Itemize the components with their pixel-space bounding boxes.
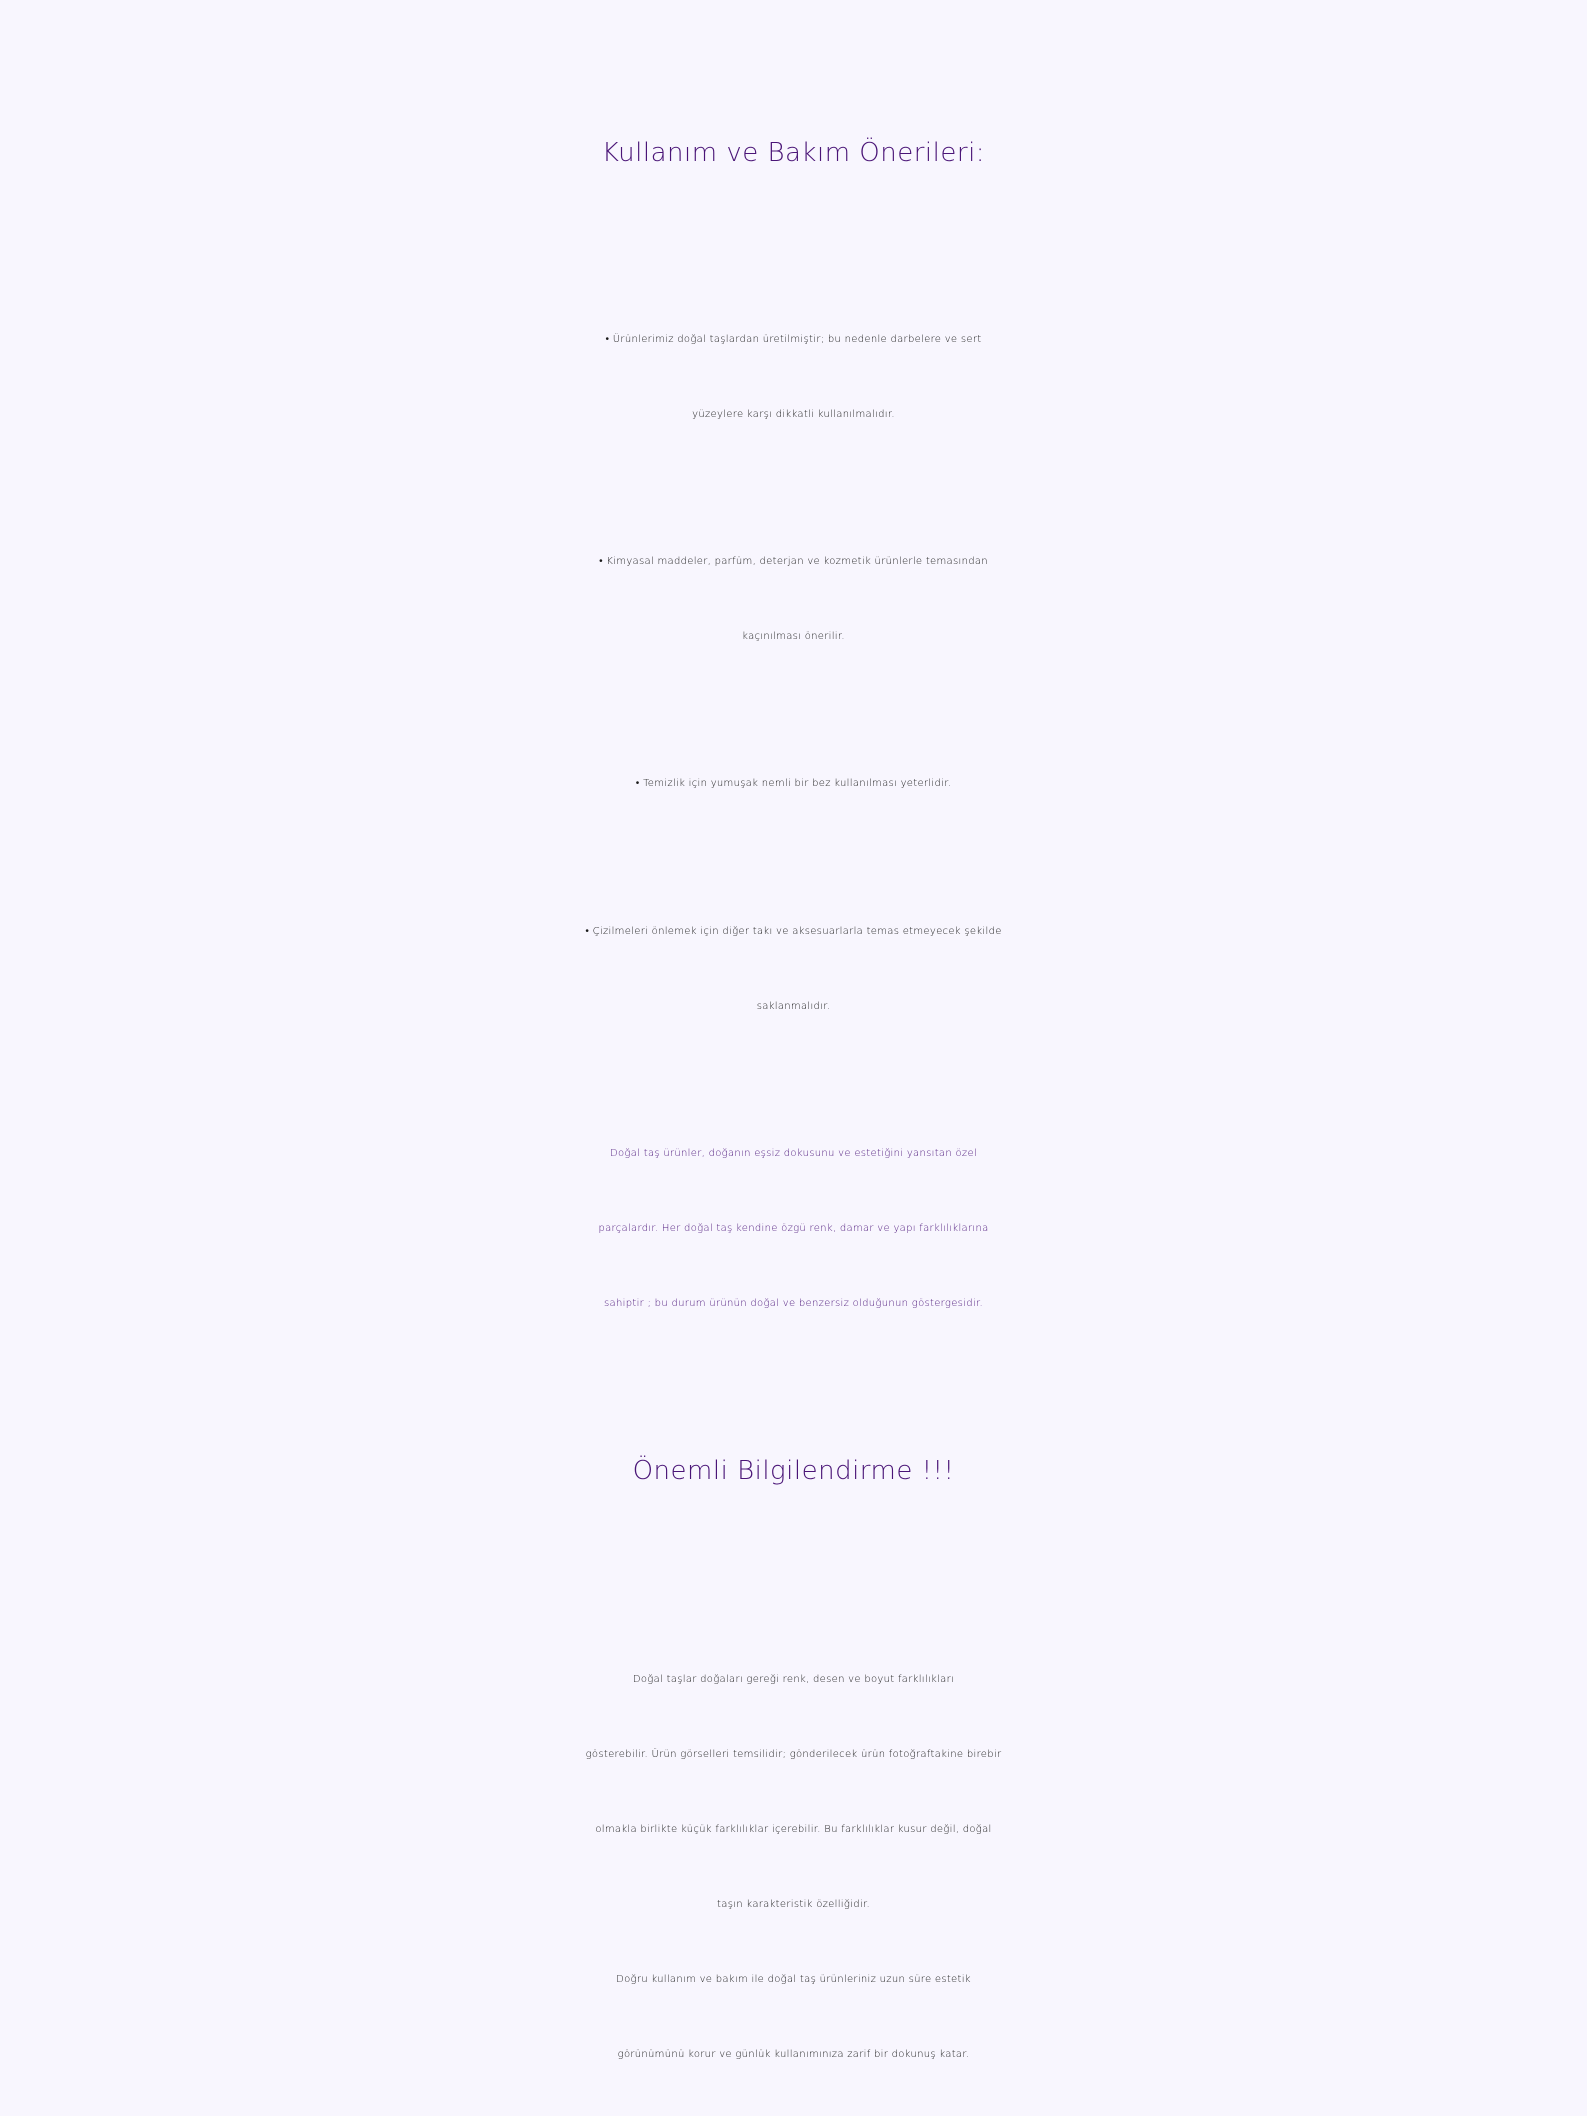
care-item-4-line-1: • Çizilmeleri önlemek için diğer takı ve aksesuarlarla temas etmeyecek şekilde [585,926,1002,937]
notice-line-2: gösterebilir. Ürün görselleri temsilidir; gönderilecek ürün fotoğraftakine birebir [585,1749,1002,1760]
notice-line-4: taşın karakteristik özelliğidir. [717,1899,870,1910]
intro-line-3: sahiptir ; bu durum ürünün doğal ve benzersiz olduğunun göstergesidir. [604,1298,983,1309]
intro-paragraph [0,1116,1587,1341]
intro-line-1: Doğal taş ürünler, doğanın eşsiz dokusunu ve estetiğini yansıtan özel [610,1148,977,1159]
care-item-3-line-1: • Temizlik için yumuşak nemli bir bez kullanılması yeterlidir. [635,778,952,789]
notice-title: Önemli Bilgilendirme !!! [632,1456,955,1486]
care-item-1 [0,302,1587,452]
notice-paragraph [0,1642,1587,2092]
care-title: Kullanım ve Bakım Önerileri: [601,138,986,168]
care-item-1-line-2: yüzeylere karşı dikkatli kullanılmalıdır. [692,409,895,420]
care-item-2 [0,524,1587,674]
care-item-2-line-2: kaçınılması önerilir. [742,631,845,642]
intro-line-2: parçalardır. Her doğal taş kendine özgü renk, damar ve yapı farklılıklarına [598,1223,989,1234]
care-item-4 [0,894,1587,1044]
care-item-3 [0,746,1587,821]
care-item-1-line-1: • Ürünlerimiz doğal taşlardan üretilmiştir; bu nedenle darbelere ve sert [605,334,982,345]
care-item-2-line-1: • Kimyasal maddeler, parfüm, deterjan ve kozmetik ürünlerle temasından [599,556,988,567]
notice-line-6: görünümünü korur ve günlük kullanımınıza zarif bir dokunuş katar. [617,2049,970,2060]
notice-line-3: olmakla birlikte küçük farklılıklar içerebilir. Bu farklılıklar kusur değil, doğal [595,1824,992,1835]
notice-line-1: Doğal taşlar doğaları gereği renk, desen ve boyut farklılıkları [632,1674,955,1685]
care-item-4-line-2: saklanmalıdır. [756,1001,831,1012]
notice-line-5: Doğru kullanım ve bakım ile doğal taş ürünleriniz uzun süre estetik [616,1974,971,1985]
